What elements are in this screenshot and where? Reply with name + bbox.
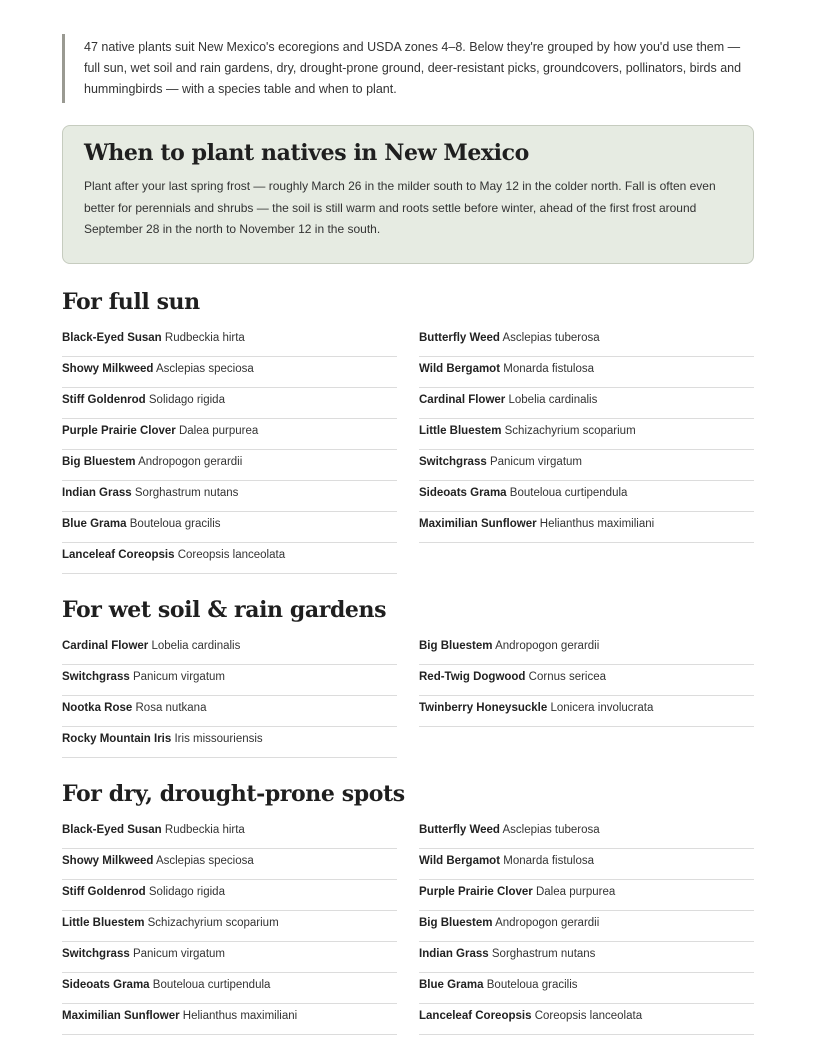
plant-scientific-name: Rosa nutkana: [135, 701, 207, 714]
plant-scientific-name: Coreopsis lanceolata: [534, 1009, 643, 1022]
plant-item: [62, 696, 397, 727]
plant-scientific-name: Bouteloua gracilis: [486, 978, 578, 991]
plant-common-name: Indian Grass: [62, 486, 132, 499]
plant-item: [62, 911, 397, 942]
plant-scientific-name: Solidago rigida: [148, 393, 225, 406]
section-full-sun: [62, 288, 754, 574]
plant-item: [62, 818, 397, 849]
plant-scientific-name: Bouteloua curtipendula: [152, 978, 271, 991]
plant-common-name: Lanceleaf Coreopsis: [62, 548, 175, 561]
plant-scientific-name: Panicum virgatum: [132, 947, 225, 960]
plant-common-name: Switchgrass: [62, 947, 130, 960]
plant-scientific-name: Bouteloua curtipendula: [509, 486, 628, 499]
plant-scientific-name: Monarda fistulosa: [503, 362, 595, 375]
plant-scientific-name: Monarda fistulosa: [503, 854, 595, 867]
plant-item: [62, 357, 397, 388]
plant-item: [62, 450, 397, 481]
plant-common-name: Cardinal Flower: [419, 393, 506, 406]
plant-common-name: Maximilian Sunflower: [62, 1009, 180, 1022]
plant-item: [62, 326, 397, 357]
plant-item: [62, 634, 397, 665]
plant-scientific-name: Helianthus maximiliani: [182, 1009, 298, 1022]
plant-scientific-name: Lonicera involucrata: [550, 701, 654, 714]
plant-item: [419, 419, 754, 450]
plant-item: [419, 696, 754, 727]
page: [0, 34, 816, 1056]
plant-scientific-name: Andropogon gerardii: [495, 639, 600, 652]
plant-item: [419, 665, 754, 696]
plant-common-name: Big Bluestem: [62, 455, 136, 468]
section-dry-soil: [62, 780, 754, 1035]
plant-common-name: Red-Twig Dogwood: [419, 670, 526, 683]
plant-scientific-name: Cornus sericea: [528, 670, 607, 683]
plant-scientific-name: Rudbeckia hirta: [164, 823, 245, 836]
plant-item: [419, 512, 754, 543]
plant-item: [62, 543, 397, 574]
section-wet-soil: [62, 596, 754, 758]
plant-item: [62, 481, 397, 512]
plant-item: [419, 634, 754, 665]
plant-grid: [62, 818, 754, 1035]
plant-grid: [62, 326, 754, 574]
plant-common-name: Wild Bergamot: [419, 362, 501, 375]
plant-scientific-name: Sorghastrum nutans: [491, 947, 596, 960]
plant-common-name: Big Bluestem: [419, 639, 493, 652]
plant-common-name: Purple Prairie Clover: [62, 424, 176, 437]
plant-scientific-name: Schizachyrium scoparium: [504, 424, 636, 437]
section-title: For wet soil & rain gardens: [62, 596, 387, 623]
plant-common-name: Little Bluestem: [419, 424, 502, 437]
plant-item: [419, 911, 754, 942]
plant-common-name: Lanceleaf Coreopsis: [419, 1009, 532, 1022]
callout-body: Plant after your last spring frost — roughly March 26 in the milder south to May 12 in the colder north. Fall is often even better for perennials and shrubs — the soil is still warm and roots settle before winter, ahead of the first frost around September 28 in the north to November 12 in the south.: [84, 179, 716, 237]
plant-common-name: Maximilian Sunflower: [419, 517, 537, 530]
plant-scientific-name: Rudbeckia hirta: [164, 331, 245, 344]
plant-item: [419, 450, 754, 481]
plant-common-name: Black-Eyed Susan: [62, 823, 162, 836]
plant-item: [62, 388, 397, 419]
plant-scientific-name: Iris missouriensis: [174, 732, 263, 745]
plant-item: [419, 880, 754, 911]
plant-grid: [62, 634, 754, 758]
plant-item: [62, 665, 397, 696]
plant-common-name: Black-Eyed Susan: [62, 331, 162, 344]
plant-common-name: Little Bluestem: [62, 916, 145, 929]
plant-scientific-name: Solidago rigida: [148, 885, 225, 898]
plant-common-name: Blue Grama: [62, 517, 127, 530]
planting-time-callout: [62, 125, 754, 264]
section-title: For full sun: [62, 288, 200, 315]
plant-common-name: Switchgrass: [62, 670, 130, 683]
plant-scientific-name: Lobelia cardinalis: [151, 639, 241, 652]
plant-item: [419, 849, 754, 880]
plant-item: [62, 727, 397, 758]
plant-common-name: Indian Grass: [419, 947, 489, 960]
plant-common-name: Sideoats Grama: [419, 486, 507, 499]
plant-scientific-name: Panicum virgatum: [132, 670, 225, 683]
plant-item: [62, 849, 397, 880]
plant-item: [419, 818, 754, 849]
plant-scientific-name: Asclepias tuberosa: [502, 331, 600, 344]
plant-common-name: Nootka Rose: [62, 701, 133, 714]
plant-item: [62, 1004, 397, 1035]
plant-scientific-name: Andropogon gerardii: [495, 916, 600, 929]
plant-item: [419, 357, 754, 388]
plant-scientific-name: Asclepias speciosa: [155, 854, 254, 867]
plant-common-name: Twinberry Honeysuckle: [419, 701, 548, 714]
plant-scientific-name: Asclepias tuberosa: [502, 823, 600, 836]
plant-common-name: Butterfly Weed: [419, 331, 500, 344]
plant-scientific-name: Helianthus maximiliani: [539, 517, 655, 530]
plant-scientific-name: Schizachyrium scoparium: [147, 916, 279, 929]
plant-common-name: Cardinal Flower: [62, 639, 149, 652]
callout-title: When to plant natives in New Mexico: [84, 140, 529, 166]
plant-item: [62, 419, 397, 450]
plant-item: [419, 1004, 754, 1035]
plant-scientific-name: Panicum virgatum: [489, 455, 582, 468]
plant-item: [62, 512, 397, 543]
plant-common-name: Switchgrass: [419, 455, 487, 468]
plant-common-name: Big Bluestem: [419, 916, 493, 929]
plant-common-name: Wild Bergamot: [419, 854, 501, 867]
plant-scientific-name: Dalea purpurea: [535, 885, 616, 898]
plant-common-name: Stiff Goldenrod: [62, 393, 146, 406]
intro-text: 47 native plants suit New Mexico's ecoregions and USDA zones 4–8. Below they're grouped by how you'd use them — full sun, wet soil and rain gardens, dry, drought-prone ground, deer-resistant picks, groundcovers, pollinators, birds and hummingbirds — with a species table and when to plant.: [84, 40, 742, 96]
plant-item: [62, 880, 397, 911]
plant-item: [419, 942, 754, 973]
plant-scientific-name: Dalea purpurea: [178, 424, 259, 437]
plant-item: [419, 481, 754, 512]
section-title: For dry, drought-prone spots: [62, 780, 405, 807]
plant-common-name: Butterfly Weed: [419, 823, 500, 836]
plant-common-name: Sideoats Grama: [62, 978, 150, 991]
plant-scientific-name: Bouteloua gracilis: [129, 517, 221, 530]
plant-common-name: Stiff Goldenrod: [62, 885, 146, 898]
plant-item: [62, 973, 397, 1004]
plant-common-name: Rocky Mountain Iris: [62, 732, 172, 745]
plant-scientific-name: Asclepias speciosa: [155, 362, 254, 375]
plant-scientific-name: Coreopsis lanceolata: [177, 548, 286, 561]
plant-item: [419, 973, 754, 1004]
plant-common-name: Showy Milkweed: [62, 362, 154, 375]
plant-common-name: Showy Milkweed: [62, 854, 154, 867]
plant-item: [419, 326, 754, 357]
plant-scientific-name: Sorghastrum nutans: [134, 486, 239, 499]
intro-blockquote: [62, 34, 754, 103]
plant-scientific-name: Lobelia cardinalis: [508, 393, 598, 406]
plant-item: [62, 942, 397, 973]
plant-common-name: Purple Prairie Clover: [419, 885, 533, 898]
plant-common-name: Blue Grama: [419, 978, 484, 991]
plant-scientific-name: Andropogon gerardii: [138, 455, 243, 468]
plant-item: [419, 388, 754, 419]
